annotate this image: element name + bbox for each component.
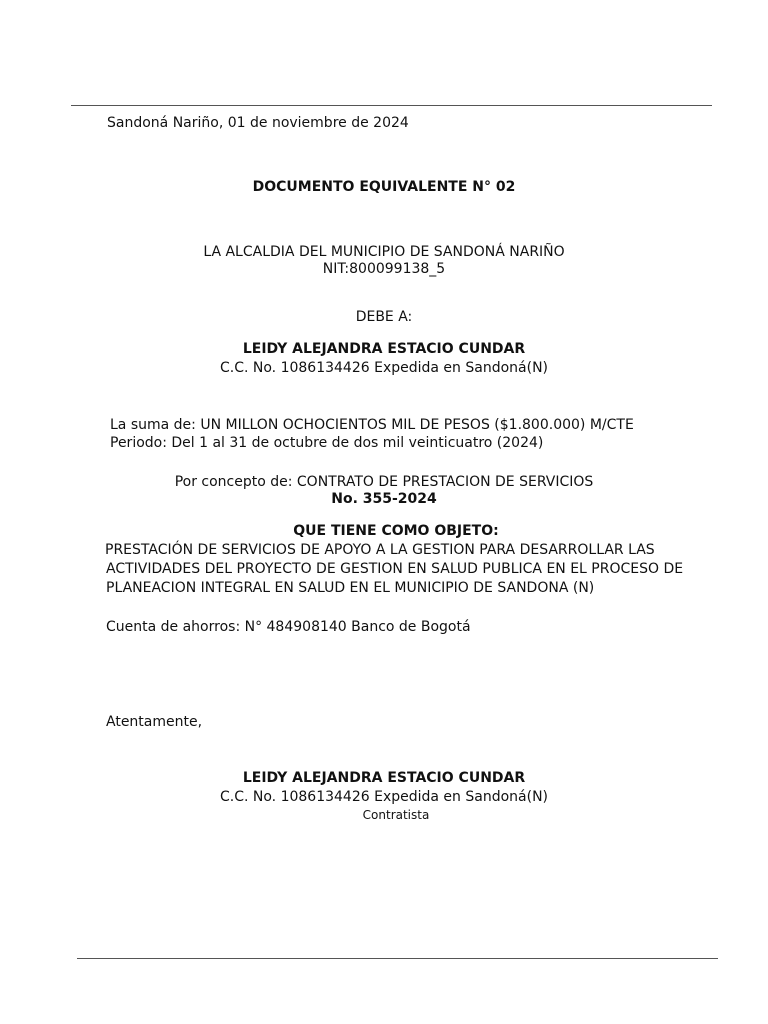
object-heading: QUE TIENE COMO OBJETO: bbox=[293, 523, 499, 539]
object-description bbox=[105, 541, 695, 598]
creditor-name: LEIDY ALEJANDRA ESTACIO CUNDAR bbox=[242, 341, 526, 357]
bottom-divider bbox=[77, 958, 718, 959]
closing: Atentamente, bbox=[106, 714, 203, 730]
contract-number: No. 355-2024 bbox=[331, 491, 437, 507]
creditor-id: C.C. No. 1086134426 Expedida en Sandoná(N) bbox=[219, 360, 548, 376]
object-line: ACTIVIDADES DEL PROYECTO DE GESTION EN SALUD PUBLICA EN EL PROCESO DE bbox=[106, 561, 684, 577]
document-title: DOCUMENTO EQUIVALENTE N° 02 bbox=[252, 179, 516, 195]
place-date: Sandoná Nariño, 01 de noviembre de 2024 bbox=[107, 115, 409, 131]
concept-line: Por concepto de: CONTRATO DE PRESTACION DE SERVICIOS bbox=[174, 474, 594, 490]
signature-role: Contratista bbox=[362, 808, 430, 822]
issuer-nit: NIT:800099138_5 bbox=[322, 261, 446, 277]
top-divider bbox=[71, 105, 712, 106]
account-line: Cuenta de ahorros: N° 484908140 Banco de Bogotá bbox=[106, 619, 471, 635]
owes-label: DEBE A: bbox=[355, 309, 413, 325]
object-line: PLANEACION INTEGRAL EN SALUD EN EL MUNICIPIO DE SANDONA (N) bbox=[106, 580, 595, 596]
amount-line: La suma de: UN MILLON OCHOCIENTOS MIL DE PESOS ($1.800.000) M/CTE bbox=[110, 417, 634, 433]
object-line: PRESTACIÓN DE SERVICIOS DE APOYO A LA GESTION PARA DESARROLLAR LAS bbox=[105, 542, 655, 558]
issuer-name: LA ALCALDIA DEL MUNICIPIO DE SANDONÁ NARIÑO bbox=[203, 244, 565, 260]
period-line: Periodo: Del 1 al 31 de octubre de dos mil veinticuatro (2024) bbox=[110, 435, 544, 451]
signature-name: LEIDY ALEJANDRA ESTACIO CUNDAR bbox=[242, 770, 526, 786]
signature-id: C.C. No. 1086134426 Expedida en Sandoná(N) bbox=[219, 789, 548, 805]
